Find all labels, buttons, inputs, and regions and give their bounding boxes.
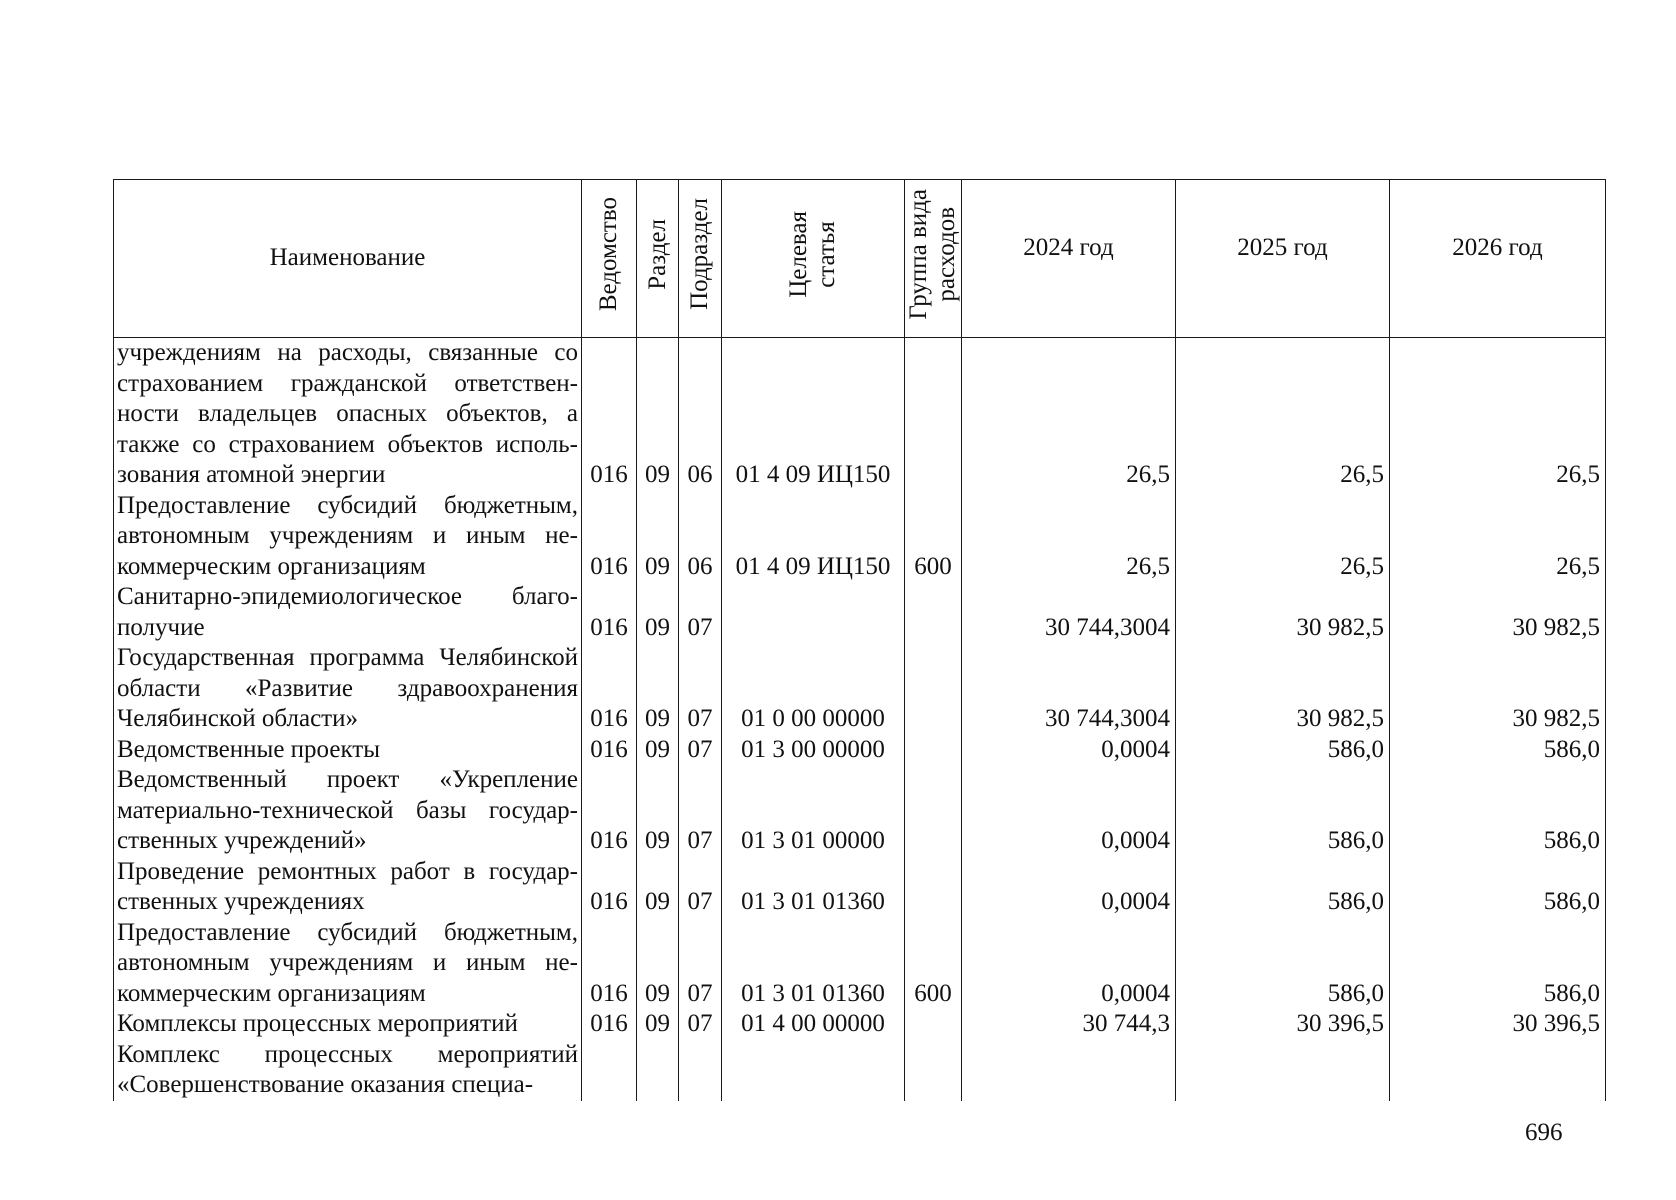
row-target-item: 01 3 00 00000: [722, 735, 905, 766]
row-department: [582, 1040, 637, 1101]
header-year-2024-label: 2024 год: [1023, 234, 1114, 262]
header-section-label: Раздел: [643, 218, 671, 290]
row-subsection: 07: [679, 857, 722, 918]
row-expense-group: [905, 1040, 962, 1101]
row-amount-2026: 586,0: [1390, 735, 1606, 766]
row-subsection: 07: [679, 735, 722, 766]
row-expense-group: [905, 765, 962, 857]
row-department: 016: [582, 735, 637, 766]
row-expense-group: 600: [905, 491, 962, 583]
header-section: [637, 180, 679, 338]
row-expense-group: [905, 857, 962, 918]
row-subsection: 07: [679, 643, 722, 735]
row-name: Комплексы процессных мероприятий: [114, 1009, 582, 1040]
row-name: Ведомственные проекты: [114, 735, 582, 766]
row-amount-2026: 586,0: [1390, 765, 1606, 857]
row-amount-2024: 0,0004: [962, 765, 1176, 857]
row-target-item: 01 3 01 01360: [722, 918, 905, 1010]
row-expense-group: [905, 1009, 962, 1040]
table-row: [114, 1040, 1606, 1101]
row-name: Санитарно-эпидемиологическое благополучие: [114, 582, 582, 643]
row-amount-2025: 30 982,5: [1176, 582, 1390, 643]
row-amount-2026: 30 396,5: [1390, 1009, 1606, 1040]
row-department: 016: [582, 918, 637, 1010]
row-expense-group: [905, 735, 962, 766]
row-section: 09: [637, 765, 679, 857]
row-department: 016: [582, 857, 637, 918]
row-amount-2024: 30 744,3004: [962, 582, 1176, 643]
header-department-label: Ведомство: [595, 197, 622, 312]
row-subsection: 07: [679, 582, 722, 643]
row-subsection: 07: [679, 765, 722, 857]
row-department: 016: [582, 582, 637, 643]
row-expense-group: 600: [905, 918, 962, 1010]
row-name: Предоставление субсидий бюджетным, автономным учреждениям и иным некоммерческим организациям: [114, 491, 582, 583]
table-row: [114, 582, 1606, 643]
row-amount-2024: 26,5: [962, 338, 1176, 491]
row-amount-2024: [962, 1040, 1176, 1101]
row-target-item: 01 3 01 00000: [722, 765, 905, 857]
row-expense-group: [905, 338, 962, 491]
row-name: Проведение ремонтных работ в государственных учреждениях: [114, 857, 582, 918]
row-amount-2024: 30 744,3: [962, 1009, 1176, 1040]
row-name: Ведомственный проект «Укрепление материально-технической базы государственных учреждений»: [114, 765, 582, 857]
row-amount-2026: 26,5: [1390, 338, 1606, 491]
row-amount-2024: 26,5: [962, 491, 1176, 583]
row-amount-2026: 586,0: [1390, 918, 1606, 1010]
row-amount-2025: 586,0: [1176, 765, 1390, 857]
row-name: учреждениям на расходы, связанные со страхованием гражданской ответственности владельцев опасных объектов, а также со страхованием объектов использования атомной энергии: [114, 338, 582, 491]
header-expense-group-label: Группа вида расходов: [905, 188, 960, 320]
header-expense-group: [905, 180, 962, 338]
row-target-item: 01 0 00 00000: [722, 643, 905, 735]
table-row: [114, 338, 1606, 491]
row-amount-2025: 586,0: [1176, 735, 1390, 766]
row-amount-2026: 30 982,5: [1390, 643, 1606, 735]
row-amount-2024: 30 744,3004: [962, 643, 1176, 735]
row-name: Государственная программа Челябинской области «Развитие здравоохранения Челябинской области»: [114, 643, 582, 735]
row-amount-2025: 586,0: [1176, 857, 1390, 918]
row-target-item: 01 4 09 ИЦ150: [722, 491, 905, 583]
row-amount-2025: 26,5: [1176, 338, 1390, 491]
row-amount-2025: 26,5: [1176, 491, 1390, 583]
row-amount-2025: [1176, 1040, 1390, 1101]
header-year-2026: [1390, 180, 1606, 338]
table-row: [114, 918, 1606, 1010]
row-amount-2024: 0,0004: [962, 857, 1176, 918]
row-amount-2025: 586,0: [1176, 918, 1390, 1010]
table-header: [114, 180, 1606, 338]
row-section: 09: [637, 643, 679, 735]
row-target-item: 01 4 00 00000: [722, 1009, 905, 1040]
page-number: 696: [1525, 1119, 1563, 1146]
row-department: 016: [582, 338, 637, 491]
row-section: 09: [637, 857, 679, 918]
header-subsection: [679, 180, 722, 338]
header-year-2026-label: 2026 год: [1452, 234, 1543, 262]
row-section: 09: [637, 338, 679, 491]
row-amount-2025: 30 982,5: [1176, 643, 1390, 735]
budget-table-sheet: [113, 179, 1605, 1100]
row-name: Предоставление субсидий бюджетным, автономным учреждениям и иным некоммерческим организациям: [114, 918, 582, 1010]
row-section: 09: [637, 918, 679, 1010]
row-department: 016: [582, 491, 637, 583]
row-subsection: [679, 1040, 722, 1101]
row-expense-group: [905, 582, 962, 643]
header-year-2024: [962, 180, 1176, 338]
row-section: 09: [637, 1009, 679, 1040]
row-target-item: 01 3 01 01360: [722, 857, 905, 918]
budget-table: [113, 179, 1606, 1101]
row-amount-2025: 30 396,5: [1176, 1009, 1390, 1040]
row-target-item: [722, 582, 905, 643]
row-section: 09: [637, 491, 679, 583]
row-amount-2026: [1390, 1040, 1606, 1101]
header-target-item: [722, 180, 905, 338]
header-year-2025: [1176, 180, 1390, 338]
header-name-label: Наименование: [269, 244, 426, 272]
table-row: [114, 857, 1606, 918]
header-subsection-label: Подраздел: [686, 198, 713, 311]
row-target-item: [722, 1040, 905, 1101]
row-section: 09: [637, 735, 679, 766]
row-subsection: 07: [679, 1009, 722, 1040]
table-row: [114, 735, 1606, 766]
row-amount-2026: 30 982,5: [1390, 582, 1606, 643]
header-target-item-label: Целевая статья: [785, 210, 840, 298]
table-row: [114, 1009, 1606, 1040]
header-year-2025-label: 2025 год: [1237, 234, 1328, 262]
row-subsection: 06: [679, 338, 722, 491]
row-amount-2024: 0,0004: [962, 918, 1176, 1010]
row-section: 09: [637, 582, 679, 643]
row-department: 016: [582, 765, 637, 857]
table-row: [114, 491, 1606, 583]
row-amount-2024: 0,0004: [962, 735, 1176, 766]
table-row: [114, 643, 1606, 735]
row-department: 016: [582, 1009, 637, 1040]
header-name: [114, 180, 582, 338]
row-section: [637, 1040, 679, 1101]
row-expense-group: [905, 643, 962, 735]
table-body: [114, 338, 1606, 1101]
header-department: [582, 180, 637, 338]
row-department: 016: [582, 643, 637, 735]
table-row: [114, 765, 1606, 857]
row-target-item: 01 4 09 ИЦ150: [722, 338, 905, 491]
row-name: Комплекс процессных мероприятий «Совершенствование оказания специа-: [114, 1040, 582, 1101]
row-amount-2026: 586,0: [1390, 857, 1606, 918]
row-subsection: 07: [679, 918, 722, 1010]
row-amount-2026: 26,5: [1390, 491, 1606, 583]
row-subsection: 06: [679, 491, 722, 583]
